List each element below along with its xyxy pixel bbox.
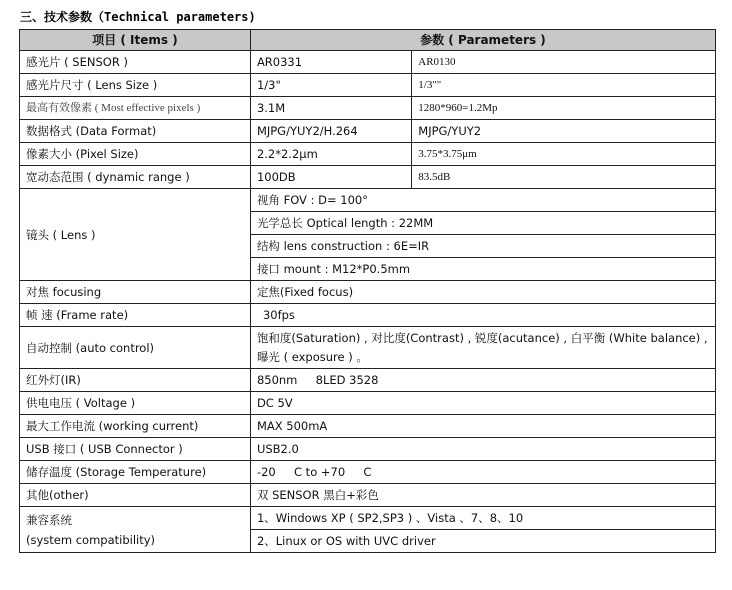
pixels-value-1: 3.1M [250, 97, 411, 120]
table-row-current [20, 415, 716, 438]
lens-size-label: 感光片尺寸 ( Lens Size ) [20, 74, 251, 97]
data-format-label: 数据格式 (Data Format) [20, 120, 251, 143]
lens-label: 镜头 ( Lens ) [20, 189, 251, 281]
lens-optical-length: 光学总长 Optical length : 22MM [250, 212, 715, 235]
current-value: MAX 500mA [250, 415, 715, 438]
storage-temp-value: -20 C to +70 C [250, 461, 715, 484]
table-row-dynamic-range [20, 166, 716, 189]
table-row-pixels [20, 97, 716, 120]
compat-label [20, 507, 251, 553]
table-row-lens-fov [20, 189, 716, 212]
compat-line-1: 1、Windows XP ( SP2,SP3 ) 、Vista 、7、8、10 [250, 507, 715, 530]
focusing-label: 对焦 focusing [20, 281, 251, 304]
header-parameters: 参数 ( Parameters ) [250, 30, 715, 51]
pixels-label: 最高有效像素 ( Most effective pixels ) [20, 97, 251, 120]
other-label: 其他(other) [20, 484, 251, 507]
compat-line-2: 2、Linux or OS with UVC driver [250, 530, 715, 553]
table-row-other [20, 484, 716, 507]
table-row-pixel-size [20, 143, 716, 166]
dynamic-range-value-2: 83.5dB [412, 166, 716, 189]
table-row-auto-control [20, 327, 716, 369]
pixel-size-label: 像素大小 (Pixel Size) [20, 143, 251, 166]
table-row-frame-rate [20, 304, 716, 327]
data-format-value-2: MJPG/YUY2 [412, 120, 716, 143]
lens-mount: 接口 mount : M12*P0.5mm [250, 258, 715, 281]
lens-size-value-2: 1/3"" [412, 74, 716, 97]
pixels-value-2: 1280*960=1.2Mp [412, 97, 716, 120]
compat-label-cn: 兼容系统 [26, 512, 72, 527]
pixel-size-value-1: 2.2*2.2μm [250, 143, 411, 166]
auto-control-label: 自动控制 (auto control) [20, 327, 251, 369]
usb-label: USB 接口 ( USB Connector ) [20, 438, 251, 461]
spec-table [19, 29, 716, 553]
focusing-value: 定焦(Fixed focus) [250, 281, 715, 304]
section-heading: 三、技术参数（Technical parameters) [20, 10, 256, 24]
auto-control-value: 饱和度(Saturation) , 对比度(Contrast) , 锐度(acutance) , 白平衡 (White balance) , 曝光 ( exposure ) 。 [250, 327, 715, 369]
header-items: 项目 ( Items ) [20, 30, 251, 51]
table-header-row [20, 30, 716, 51]
storage-temp-label: 储存温度 (Storage Temperature) [20, 461, 251, 484]
sensor-label: 感光片 ( SENSOR ) [20, 51, 251, 74]
table-row-sensor [20, 51, 716, 74]
table-row-focusing [20, 281, 716, 304]
table-row-lens-size [20, 74, 716, 97]
ir-value: 850nm 8LED 3528 [250, 369, 715, 392]
usb-value: USB2.0 [250, 438, 715, 461]
table-row-compat-1 [20, 507, 716, 530]
sensor-value-1: AR0331 [250, 51, 411, 74]
frame-rate-label: 帧 速 (Frame rate) [20, 304, 251, 327]
compat-label-en: (system compatibility) [26, 532, 156, 547]
voltage-value: DC 5V [250, 392, 715, 415]
table-row-voltage [20, 392, 716, 415]
voltage-label: 供电电压 ( Voltage ) [20, 392, 251, 415]
dynamic-range-label: 宽动态范围 ( dynamic range ) [20, 166, 251, 189]
frame-rate-value: 30fps [250, 304, 715, 327]
table-row-storage-temp [20, 461, 716, 484]
other-value: 双 SENSOR 黑白+彩色 [250, 484, 715, 507]
lens-construction: 结构 lens construction : 6E=IR [250, 235, 715, 258]
ir-label: 红外灯(IR) [20, 369, 251, 392]
table-row-usb [20, 438, 716, 461]
pixel-size-value-2: 3.75*3.75μm [412, 143, 716, 166]
sensor-value-2: AR0130 [412, 51, 716, 74]
lens-fov: 视角 FOV : D= 100° [250, 189, 715, 212]
lens-size-value-1: 1/3" [250, 74, 411, 97]
table-row-ir [20, 369, 716, 392]
current-label: 最大工作电流 (working current) [20, 415, 251, 438]
data-format-value-1: MJPG/YUY2/H.264 [250, 120, 411, 143]
dynamic-range-value-1: 100DB [250, 166, 411, 189]
table-row-data-format [20, 120, 716, 143]
